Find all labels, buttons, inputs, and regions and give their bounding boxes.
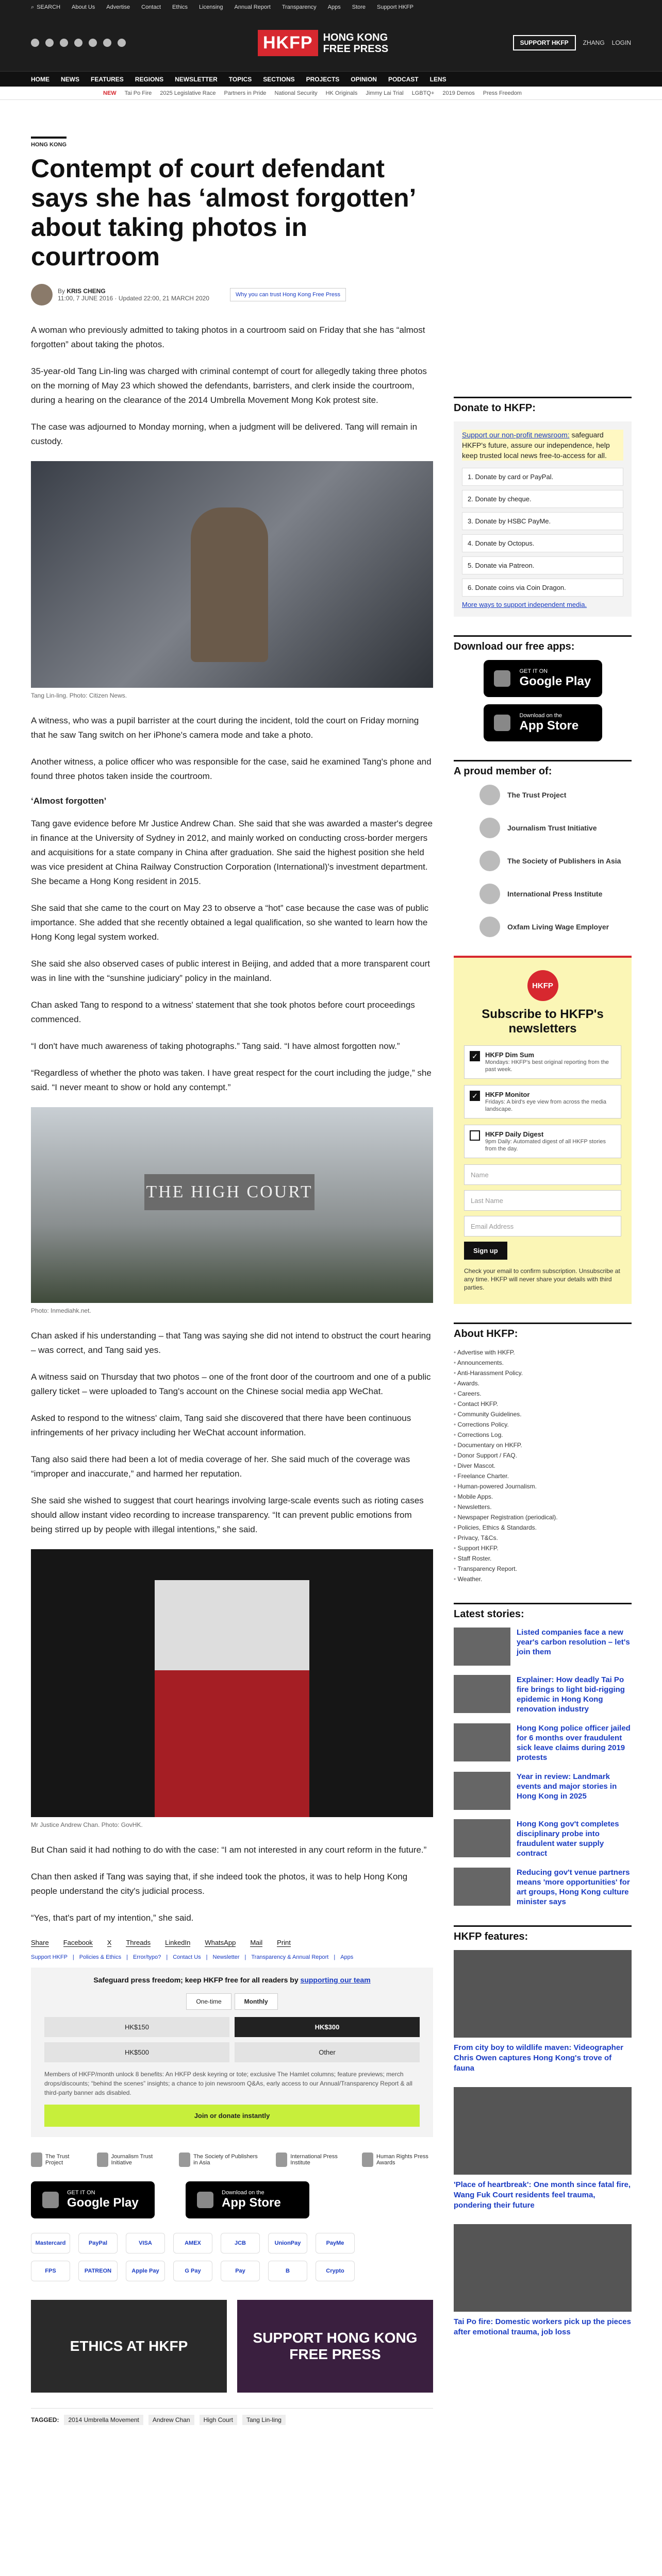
trending-item[interactable]: Press Freedom: [483, 90, 522, 96]
member-badges: [31, 2153, 433, 2167]
monthly-tab[interactable]: Monthly: [235, 1993, 278, 2010]
paragraph: “Yes, that's part of my intention,” she said.: [31, 1913, 194, 1923]
member-logo[interactable]: Oxfam Living Wage Employer: [479, 917, 632, 937]
social-icons: [31, 39, 126, 47]
paragraph: Another witness, a police officer who was responsible for the case, said he examined Tang's phone and found three photos taken inside the courtroom.: [31, 757, 432, 781]
article-photo-tang: [31, 461, 433, 688]
main-nav: [0, 71, 662, 87]
share-x[interactable]: X: [107, 1939, 112, 1946]
newsletter-option[interactable]: ✓ HKFP Dim Sum Mondays: HKFP's best original reporting from the past week.: [464, 1045, 621, 1079]
paragraph: Chan asked Tang to respond to a witness' statement that she took photos before court proceedings commenced.: [31, 1000, 415, 1024]
story-item[interactable]: Reducing gov't venue partners means 'more opportunities' for art groups, Hong Kong culture minister says: [454, 1868, 632, 1907]
badge[interactable]: International Press Institute: [276, 2153, 344, 2167]
paragraph: Asked to respond to the witness' claim, Tang said she discovered that there have been continuous infringements of her privacy including her WeChat account information.: [31, 1413, 411, 1437]
about-link[interactable]: • Corrections Policy.: [454, 1419, 632, 1430]
trending-item[interactable]: Partners in Pride: [224, 90, 267, 96]
last-name-input[interactable]: Last Name: [464, 1190, 621, 1211]
about-link[interactable]: • Careers.: [454, 1388, 632, 1399]
app-store-button[interactable]: Download on the App Store: [484, 704, 602, 741]
subheading: ‘Almost forgotten’: [31, 796, 107, 806]
judge-figure: [155, 1580, 309, 1817]
nav-item[interactable]: PROJECTS: [306, 75, 340, 83]
trending-item[interactable]: National Security: [274, 90, 318, 96]
language-link[interactable]: ZHANG: [583, 39, 605, 46]
facebook-icon[interactable]: [31, 39, 39, 47]
support-hkfp-button[interactable]: SUPPORT HKFP: [513, 35, 576, 50]
about-link[interactable]: • Diver Mascot.: [454, 1461, 632, 1471]
tag[interactable]: High Court: [200, 2415, 237, 2425]
payment-icon: G Pay: [173, 2261, 212, 2281]
share-bar: [31, 1939, 433, 1947]
amount-option[interactable]: HK$500: [44, 2042, 229, 2062]
about-link[interactable]: • Documentary on HKFP.: [454, 1440, 632, 1450]
paragraph: A woman who previously admitted to taking photos in a courtroom said on Friday that she has “almost forgotten” about taking the photos.: [31, 325, 425, 349]
topbar-link[interactable]: Transparency: [282, 4, 317, 10]
checkbox-checked[interactable]: ✓: [470, 1091, 480, 1101]
donate-option[interactable]: 6. Donate coins via Coin Dragon.: [462, 579, 623, 597]
site-logo[interactable]: HKFP HONG KONG FREE PRESS: [258, 30, 388, 56]
story-thumbnail: [454, 1675, 510, 1713]
topbar-link[interactable]: Ethics: [172, 4, 188, 10]
member-logo[interactable]: The Society of Publishers in Asia: [479, 851, 632, 871]
paragraph: Tang gave evidence before Mr Justice Andrew Chan. She said that she was awarded a master's degree in finance at the University of Sydney in 2012, and mainly worked on conducting cross-border mergers and acquisitions for a state company in China after graduation. She said the highest position she held was vice president at China Railway Construction Corporation (International)'s investment department. She became a Hong Kong resident in 2015.: [31, 819, 433, 886]
paragraph: She said she wished to suggest that court hearings involving large-scale events such as rioting cases should allow instant video recording to increase transparency. “It can prevent public emotions from being stirred up by people with illegal intentions,” she said.: [31, 1496, 424, 1534]
threads-icon[interactable]: [74, 39, 82, 47]
donate-option[interactable]: 2. Donate by cheque.: [462, 490, 623, 508]
paragraph: Chan asked if his understanding – that Tang was saying she did not intend to obstruct the court hearing – was correct, and Tang said yes.: [31, 1331, 431, 1355]
about-link[interactable]: • Anti-Harassment Policy.: [454, 1368, 632, 1378]
about-link[interactable]: • Newspaper Registration (periodical).: [454, 1512, 632, 1522]
paragraph: Tang also said there had been a lot of media coverage of her. She said much of the coverage was “improper and inaccurate,” and harmed her reputation.: [31, 1454, 410, 1479]
about-link[interactable]: • Support HKFP.: [454, 1543, 632, 1553]
signup-button[interactable]: Sign up: [464, 1242, 507, 1260]
about-link[interactable]: • Human-powered Journalism.: [454, 1481, 632, 1492]
tags-label: TAGGED:: [31, 2416, 59, 2424]
nav-item[interactable]: HOME: [31, 75, 49, 83]
one-time-tab[interactable]: One-time: [186, 1993, 231, 2010]
payment-icon: AMEX: [173, 2233, 212, 2253]
topbar-link[interactable]: Store: [352, 4, 366, 10]
apps-heading: Download our free apps:: [454, 635, 632, 653]
nav-item[interactable]: OPINION: [351, 75, 377, 83]
donate-option[interactable]: 1. Donate by card or PayPal.: [462, 468, 623, 486]
login-link[interactable]: LOGIN: [611, 39, 631, 46]
x-icon[interactable]: [45, 39, 54, 47]
about-link[interactable]: • Mobile Apps.: [454, 1492, 632, 1502]
about-link[interactable]: • Newsletters.: [454, 1502, 632, 1512]
support-team-link[interactable]: supporting our team: [300, 1976, 371, 1984]
paragraph: “I don't have much awareness of taking photographs.” Tang said. “I have almost forgotten now.”: [31, 1041, 400, 1051]
publish-date: 11:00, 7 JUNE 2016: [58, 295, 113, 302]
trending-item[interactable]: 2019 Demos: [442, 90, 475, 96]
topbar-link[interactable]: Licensing: [199, 4, 223, 10]
tag[interactable]: Andrew Chan: [148, 2415, 194, 2425]
payment-icon: UnionPay: [268, 2233, 307, 2253]
share-mail[interactable]: Mail: [250, 1939, 263, 1946]
trending-item[interactable]: Tai Po Fire: [124, 90, 152, 96]
article-photo-high-court: [31, 1107, 433, 1303]
story-item[interactable]: Year in review: Landmark events and major stories in Hong Kong in 2025: [454, 1772, 632, 1810]
story-thumbnail: [454, 1868, 510, 1906]
support-banner[interactable]: SUPPORT HONG KONG FREE PRESS: [237, 2300, 433, 2393]
author-name[interactable]: KRIS CHENG: [67, 287, 106, 295]
about-link[interactable]: • Contact HKFP.: [454, 1399, 632, 1409]
story-item[interactable]: Explainer: How deadly Tai Po fire brings to light bid-rigging epidemic in Hong Kong renovation industry: [454, 1675, 632, 1714]
more-ways-link[interactable]: More ways to support independent media.: [462, 601, 587, 608]
donate-option[interactable]: 3. Donate by HSBC PayMe.: [462, 512, 623, 530]
instagram-icon[interactable]: [60, 39, 68, 47]
trending-bar: [0, 87, 662, 100]
member-logo[interactable]: Journalism Trust Initiative: [479, 818, 632, 838]
photo-caption: Photo: Inmediahk.net.: [31, 1307, 91, 1314]
about-link[interactable]: • Weather.: [454, 1574, 632, 1584]
nav-item[interactable]: NEWSLETTER: [175, 75, 218, 83]
amount-option[interactable]: HK$150: [44, 2017, 229, 2037]
article-column: [31, 137, 433, 2425]
latest-stories: [454, 1603, 632, 1907]
newsletter-signup: [454, 956, 632, 1304]
topbar-link[interactable]: Advertise: [106, 4, 130, 10]
ethics-banner[interactable]: ETHICS AT HKFP: [31, 2300, 227, 2393]
footer-link[interactable]: Transparency & Annual Report: [251, 1954, 329, 1960]
about-link[interactable]: • Awards.: [454, 1378, 632, 1388]
feature-image[interactable]: [454, 2224, 632, 2312]
nav-item[interactable]: SECTIONS: [263, 75, 295, 83]
paragraph: She said that she came to the court on May 23 to observe a “hot” case because the case was of public importance. She added that she recently obtained a legal qualification, so she wanted to learn how the Hong Kong legal system worked.: [31, 903, 429, 942]
trending-item[interactable]: HK Originals: [325, 90, 358, 96]
payment-icon: PayMe: [316, 2233, 355, 2253]
footer-link[interactable]: Policies & Ethics: [79, 1954, 122, 1960]
feature-image[interactable]: [454, 2087, 632, 2175]
paragraph: A witness, who was a pupil barrister at the court during the incident, told the court on Friday morning that he saw Tang switch on her iPhone's camera mode and take a photo.: [31, 716, 419, 740]
nav-item[interactable]: FEATURES: [91, 75, 124, 83]
donation-widget: [31, 1968, 433, 2137]
paragraph: A witness said on Thursday that two photos – one of the front door of the courtroom and one of a public gallery ticket – were uploaded to Tang's account on the Chinese social media app WeChat.: [31, 1372, 431, 1396]
join-donate-button[interactable]: Join or donate instantly: [44, 2105, 420, 2127]
member-section: [454, 760, 632, 937]
paragraph: She said she also observed cases of public interest in Beijing, and added that a more transparent court was in line with the “sunshine judiciary” policy in the mainland.: [31, 959, 430, 983]
paragraph: But Chan said it had nothing to do with the case: “I am not interested in any court reform in the future.”: [31, 1845, 427, 1855]
features-section: [454, 1925, 632, 2337]
photo-caption: Mr Justice Andrew Chan. Photo: GovHK.: [31, 1821, 143, 1828]
about-link[interactable]: • Policies, Ethics & Standards.: [454, 1522, 632, 1533]
trending-item[interactable]: 2025 Legislative Race: [160, 90, 216, 96]
app-store-links: [31, 2181, 433, 2218]
newsletter-note: Check your email to confirm subscription. Unsubscribe at any time. HKFP will never share your details with third parties.: [464, 1267, 620, 1291]
footer-link[interactable]: Newsletter: [212, 1954, 240, 1960]
byline: By KRIS CHENG 11:00, 7 JUNE 2016 · Updated 22:00, 21 MARCH 2020 Why you can trust Hong Kong Free Press: [31, 284, 433, 306]
amount-options: [44, 2017, 420, 2062]
story-item[interactable]: Hong Kong gov't completes disciplinary probe into fraudulent water supply contract: [454, 1819, 632, 1858]
feature-title[interactable]: From city boy to wildlife maven: Videographer Chris Owen captures Hong Kong's trove of fauna: [454, 2043, 623, 2073]
about-link[interactable]: • Donor Support / FAQ.: [454, 1450, 632, 1461]
support-newsroom-link[interactable]: Support our non-profit newsroom:: [462, 431, 570, 439]
tag-list: [31, 2408, 433, 2425]
about-heading: About HKFP:: [454, 1323, 632, 1340]
about-link[interactable]: • Community Guidelines.: [454, 1409, 632, 1419]
sidebar: [454, 397, 632, 2356]
nav-item[interactable]: NEWS: [61, 75, 79, 83]
feature-image[interactable]: [454, 1950, 632, 2038]
member-heading: A proud member of:: [454, 760, 632, 777]
about-section: [454, 1323, 632, 1584]
search-link[interactable]: ⌕ SEARCH: [31, 4, 61, 10]
nav-item[interactable]: PODCAST: [388, 75, 419, 83]
payment-icon: Crypto: [316, 2261, 355, 2281]
membership-description: Members of HKFP/month unlock 8 benefits: An HKFP desk keyring or tote; exclusive The Hamlet columns; feature previews; merch drops/discounts; “behind the scenes” insights; a chance to join newsroom Q&As, early access to our Annual/Transparency Report & all third-party banner ads disabled.: [44, 2071, 412, 2096]
story-thumbnail: [454, 1628, 510, 1666]
donation-heading: Safeguard press freedom; keep HKFP free for all readers by supporting our team: [93, 1976, 371, 1984]
about-link[interactable]: • Advertise with HKFP.: [454, 1347, 632, 1358]
story-thumbnail: [454, 1723, 510, 1761]
payment-icon: Mastercard: [31, 2233, 70, 2253]
email-input[interactable]: Email Address: [464, 1216, 621, 1236]
footer-links: Support HKFP | Policies & Ethics | Error/typo? | Contact Us | Newsletter | Transparency & Annual Report | Apps: [31, 1954, 354, 1960]
top-utility-bar: [0, 0, 662, 14]
badge[interactable]: The Trust Project: [31, 2153, 79, 2167]
member-logo[interactable]: The Trust Project: [479, 785, 632, 805]
google-play-button[interactable]: GET IT ON Google Play: [484, 660, 602, 697]
donate-heading: Donate to HKFP:: [454, 397, 632, 414]
newsletter-option[interactable]: HKFP Daily Digest 9pm Daily: Automated digest of all HKFP stories from the day.: [464, 1125, 621, 1158]
nav-item[interactable]: TOPICS: [228, 75, 252, 83]
share-threads[interactable]: Threads: [126, 1939, 151, 1946]
topbar-link[interactable]: Contact: [141, 4, 161, 10]
google-play-button[interactable]: GET IT ON Google Play: [31, 2181, 155, 2218]
about-link[interactable]: • Freelance Charter.: [454, 1471, 632, 1481]
updated-date: Updated 22:00, 21 MARCH 2020: [118, 295, 209, 302]
article-title: Contempt of court defendant says she has ‘almost forgotten’ about taking photos in courtroom: [31, 154, 415, 271]
about-link[interactable]: • Staff Roster.: [454, 1553, 632, 1564]
apps-section: [454, 635, 632, 741]
tag[interactable]: Tang Lin-ling: [242, 2415, 286, 2425]
badge[interactable]: Journalism Trust Initiative: [97, 2153, 162, 2167]
topbar-link[interactable]: Apps: [327, 4, 341, 10]
newsletter-heading: Subscribe to HKFP's newsletters: [482, 1007, 604, 1036]
why-trust-button[interactable]: Why you can trust Hong Kong Free Press: [230, 288, 346, 301]
category-label[interactable]: HONG KONG: [31, 137, 67, 148]
paragraph: The case was adjourned to Monday morning, when a judgment will be delivered. Tang will remain in custody.: [31, 422, 418, 446]
donate-intro: Support our non-profit newsroom: safeguard HKFP's future, assure our independence, help keep trusted local news free-to-access for all.: [462, 430, 623, 461]
name-input[interactable]: Name: [464, 1164, 621, 1185]
paragraph: 35-year-old Tang Lin-ling was charged with criminal contempt of court for allegedly taking three photos on the morning of May 23 which showed the defendants, barristers, and clerk inside the courtroom, during a hearing on the clearance of the 2014 Umbrella Movement Mong Kok protest site.: [31, 366, 427, 405]
app-store-button[interactable]: Download on the App Store: [186, 2181, 309, 2218]
trending-label: NEW: [103, 90, 117, 96]
payment-icon: PayPal: [78, 2233, 118, 2253]
payment-icon: FPS: [31, 2261, 70, 2281]
checkbox-unchecked[interactable]: [470, 1130, 480, 1141]
footer-link[interactable]: Error/typo?: [133, 1954, 161, 1960]
about-link[interactable]: • Announcements.: [454, 1358, 632, 1368]
search-icon: ⌕: [31, 4, 35, 10]
donate-option[interactable]: 5. Donate via Patreon.: [462, 556, 623, 574]
donate-section: [454, 397, 632, 617]
paragraph: Chan then asked if Tang was saying that, if she indeed took the photos, it was to help Hong Kong people understand the city's judicial process.: [31, 1872, 408, 1896]
payment-icon: Apple Pay: [126, 2261, 165, 2281]
telegram-icon[interactable]: [103, 39, 111, 47]
footer-link[interactable]: Support HKFP: [31, 1954, 68, 1960]
badge[interactable]: The Society of Publishers in Asia: [179, 2153, 258, 2167]
features-heading: HKFP features:: [454, 1925, 632, 1943]
footer-link[interactable]: Apps: [340, 1954, 354, 1960]
payment-icon: Pay: [221, 2261, 260, 2281]
newsletter-option[interactable]: ✓ HKFP Monitor Fridays: A bird's eye view from across the media landscape.: [464, 1085, 621, 1118]
member-logo[interactable]: International Press Institute: [479, 884, 632, 904]
payment-icon: VISA: [126, 2233, 165, 2253]
nav-item[interactable]: LENS: [429, 75, 446, 83]
site-header: [0, 14, 662, 71]
photo-caption: Tang Lin-ling. Photo: Citizen News.: [31, 692, 127, 699]
badge[interactable]: Human Rights Press Awards: [362, 2153, 433, 2167]
share-facebook[interactable]: Facebook: [63, 1939, 93, 1946]
about-link[interactable]: • Transparency Report.: [454, 1564, 632, 1574]
court-sign: THE HIGH COURT: [144, 1174, 315, 1210]
amount-other[interactable]: Other: [235, 2042, 420, 2062]
payment-icon: PATREON: [78, 2261, 118, 2281]
latest-heading: Latest stories:: [454, 1603, 632, 1620]
share-print[interactable]: Print: [277, 1939, 291, 1946]
footer-link[interactable]: Contact Us: [173, 1954, 201, 1960]
paragraph: “Regardless of whether the photo was taken. I have great respect for the court including the judge,” she said. “I never meant to show or hold any contempt.”: [31, 1068, 432, 1092]
story-item[interactable]: Listed companies face a new year's carbon resolution – let's join them: [454, 1628, 632, 1666]
trending-item[interactable]: Jimmy Lai Trial: [366, 90, 404, 96]
topbar-link[interactable]: Annual Report: [234, 4, 271, 10]
nav-item[interactable]: REGIONS: [135, 75, 164, 83]
story-thumbnail: [454, 1772, 510, 1810]
article-photo-judge: [31, 1549, 433, 1817]
payment-icon: B: [268, 2261, 307, 2281]
donate-option[interactable]: 4. Donate by Octopus.: [462, 534, 623, 552]
tag[interactable]: 2014 Umbrella Movement: [64, 2415, 143, 2425]
feature-title[interactable]: Tai Po fire: Domestic workers pick up the pieces after emotional trauma, job loss: [454, 2317, 631, 2336]
topbar-link[interactable]: Support HKFP: [377, 4, 413, 10]
amount-option-selected[interactable]: HK$300: [235, 2017, 420, 2037]
person-figure: [191, 507, 268, 662]
share-whatsapp[interactable]: WhatsApp: [205, 1939, 236, 1946]
article-body: [31, 323, 433, 1925]
about-link[interactable]: • Corrections Log.: [454, 1430, 632, 1440]
about-link[interactable]: • Privacy, T&Cs.: [454, 1533, 632, 1543]
story-item[interactable]: Hong Kong police officer jailed for 6 months over fraudulent sick leave claims during 2019 protests: [454, 1723, 632, 1762]
story-thumbnail: [454, 1819, 510, 1857]
checkbox-checked[interactable]: ✓: [470, 1051, 480, 1061]
topbar-link[interactable]: About Us: [72, 4, 95, 10]
payment-methods: [31, 2233, 433, 2281]
linkedin-icon[interactable]: [118, 39, 126, 47]
feature-title[interactable]: 'Place of heartbreak': One month since fatal fire, Wang Fuk Court residents feel trauma, pondering their future: [454, 2180, 631, 2210]
trending-item[interactable]: LGBTQ+: [411, 90, 435, 96]
payment-icon: JCB: [221, 2233, 260, 2253]
share-linkedin[interactable]: LinkedIn: [165, 1939, 191, 1946]
youtube-icon[interactable]: [89, 39, 97, 47]
promo-banners: [31, 2300, 433, 2393]
frequency-toggle: [44, 1993, 420, 2010]
author-avatar: [31, 284, 53, 306]
hkfp-badge: HKFP: [527, 970, 558, 1001]
share-link[interactable]: Share: [31, 1939, 49, 1946]
